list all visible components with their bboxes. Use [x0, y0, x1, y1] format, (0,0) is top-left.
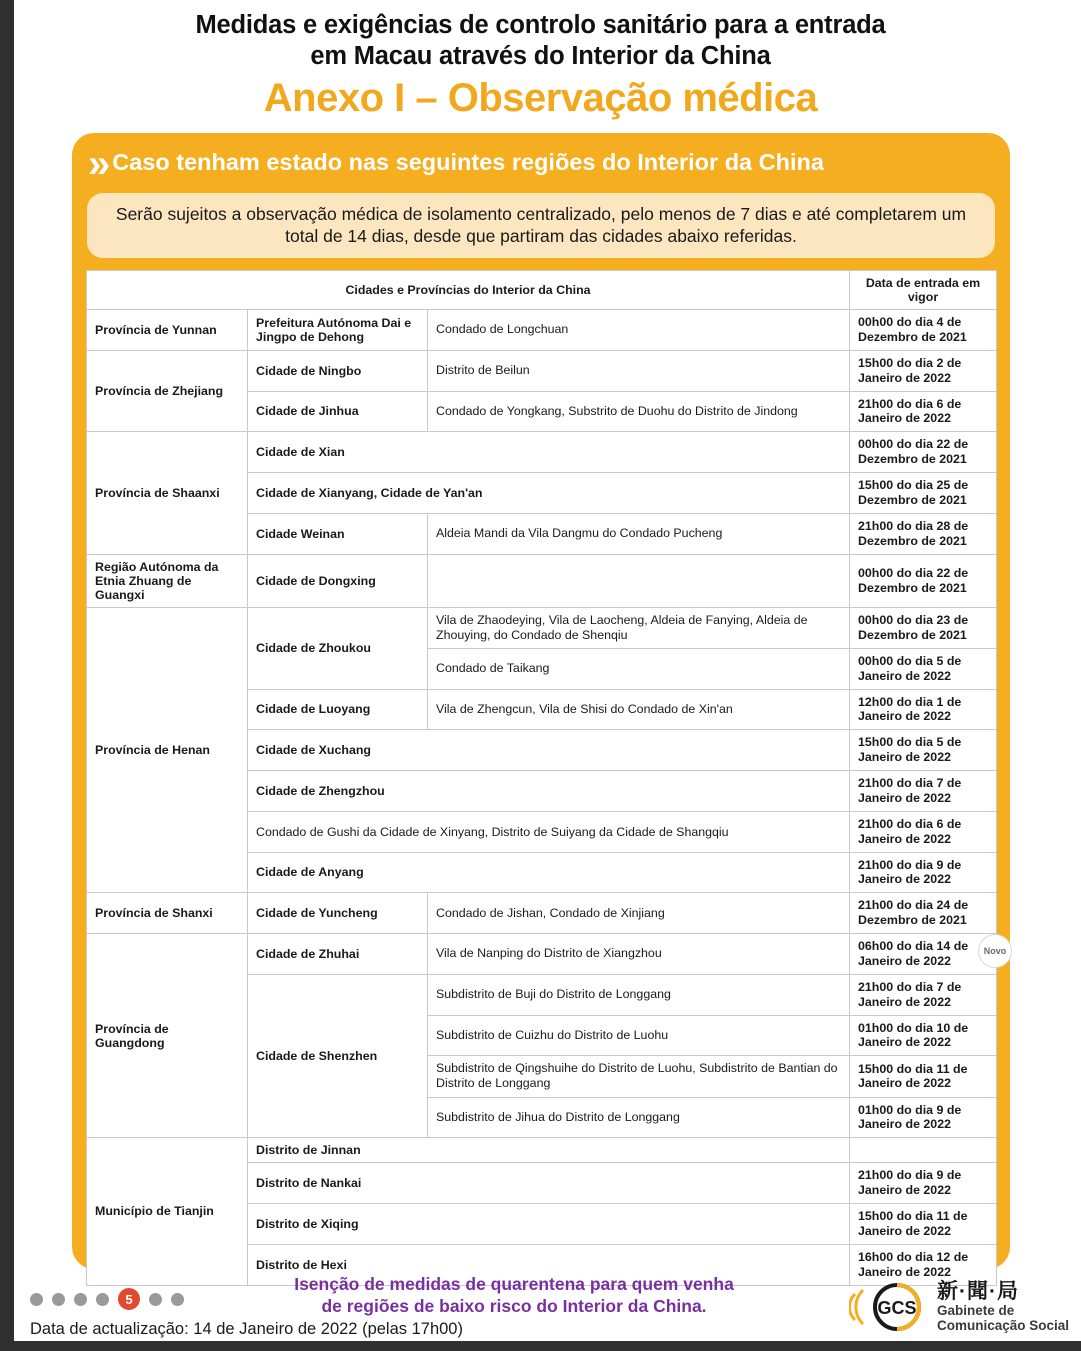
page-header [0, 0, 1081, 120]
province-cell: Província de Zhejiang [87, 350, 248, 432]
date-text: 06h00 do dia 14 de Janeiro de 2022 [858, 939, 969, 968]
date-cell: 12h00 do dia 1 de Janeiro de 2022 [850, 689, 997, 730]
footer-note-line-2: de regiões de baixo risco do Interior da China. [321, 1295, 707, 1316]
header-title-line-1: Medidas e exigências de controlo sanitário para a entrada [195, 11, 886, 39]
detail-cell: Condado de Taikang [428, 648, 850, 689]
detail-cell: Subdistrito de Buji do Distrito de Longgang [428, 974, 850, 1015]
date-cell: 01h00 do dia 10 de Janeiro de 2022 [850, 1015, 997, 1056]
city-cell: Cidade de Yuncheng [248, 893, 428, 934]
province-cell: Província de Guangdong [87, 934, 248, 1138]
city-cell: Prefeitura Autónoma Dai e Jingpo de Dehong [248, 310, 428, 351]
page-dot[interactable] [52, 1293, 65, 1306]
date-cell: 15h00 do dia 11 de Janeiro de 2022 [850, 1056, 997, 1097]
detail-cell: Subdistrito de Cuizhu do Distrito de Luohu [428, 1015, 850, 1056]
city-cell: Cidade de Shenzhen [248, 974, 428, 1138]
detail-cell: Condado de Longchuan [428, 310, 850, 351]
page-dot[interactable] [30, 1293, 43, 1306]
city-cell: Cidade de Luoyang [248, 689, 428, 730]
date-cell: 15h00 do dia 11 de Janeiro de 2022 [850, 1204, 997, 1245]
date-cell: 00h00 do dia 22 de Dezembro de 2021 [850, 432, 997, 473]
city-cell: Distrito de Xiqing [248, 1204, 850, 1245]
gcs-pt-line-2: Comunicação Social [936, 1318, 1069, 1334]
date-cell: 00h00 do dia 23 de Dezembro de 2021 [850, 607, 997, 648]
city-cell: Cidade Weinan [248, 513, 428, 554]
date-cell: 21h00 do dia 28 de Dezembro de 2021 [850, 513, 997, 554]
province-cell: Província de Yunnan [87, 310, 248, 351]
city-cell: Cidade de Zhoukou [248, 607, 428, 689]
table-row [87, 554, 997, 607]
date-cell [850, 1138, 997, 1163]
city-cell: Cidade de Dongxing [248, 554, 428, 607]
svg-text:GCS: GCS [877, 1298, 917, 1318]
gcs-logo [849, 1276, 1069, 1338]
bottom-accent-bar [0, 1341, 1081, 1351]
table-row [87, 934, 997, 975]
page-dot[interactable] [171, 1293, 184, 1306]
date-cell: 00h00 do dia 22 de Dezembro de 2021 [850, 554, 997, 607]
table-row [87, 1138, 997, 1163]
detail-cell: Distrito de Beilun [428, 350, 850, 391]
city-cell: Cidade de Xuchang [248, 730, 850, 771]
table-row [87, 432, 997, 473]
footer-note-line-1: Isenção de medidas de quarentena para quem venha [294, 1274, 734, 1294]
detail-cell: Vila de Zhengcun, Vila de Shisi do Condado de Xin'an [428, 689, 850, 730]
city-cell: Cidade de Zhengzhou [248, 771, 850, 812]
date-cell: 21h00 do dia 24 de Dezembro de 2021 [850, 893, 997, 934]
date-cell: 00h00 do dia 5 de Janeiro de 2022 [850, 648, 997, 689]
double-chevron-icon: » [88, 142, 105, 186]
panel-heading-text: Caso tenham estado nas seguintes regiões do Interior da China [112, 149, 824, 175]
date-cell: 15h00 do dia 25 de Dezembro de 2021 [850, 473, 997, 514]
province-cell: Província de Henan [87, 607, 248, 893]
date-cell: 16h00 do dia 12 de Janeiro de 2022 [850, 1244, 997, 1285]
page-dot[interactable] [149, 1293, 162, 1306]
city-cell: Distrito de Jinnan [248, 1138, 850, 1163]
gcs-logo-icon [849, 1276, 927, 1338]
panel-heading-row [72, 133, 1010, 186]
detail-cell: Subdistrito de Qingshuihe do Distrito de Luohu, Subdistrito de Bantian do Distrito de Longgang [428, 1056, 850, 1097]
header-date: Data de entrada em vigor [850, 271, 997, 310]
table-header-row [87, 271, 997, 310]
table-row [87, 893, 997, 934]
page-footer [14, 1272, 1081, 1351]
city-cell: Distrito de Hexi [248, 1244, 850, 1285]
header-title-line-2: em Macau através do Interior da China [310, 42, 771, 71]
city-cell: Cidade de Xianyang, Cidade de Yan'an [248, 473, 850, 514]
table-row [87, 350, 997, 391]
header-cities: Cidades e Províncias do Interior da China [87, 271, 850, 310]
measures-table [86, 270, 1007, 1286]
province-cell: Região Autónoma da Etnia Zhuang de Guangxi [87, 554, 248, 607]
update-date: Data de actualização: 14 de Janeiro de 2022 (pelas 17h00) [30, 1320, 463, 1338]
detail-cell [428, 554, 850, 607]
left-accent-bar [0, 0, 14, 1351]
date-cell: 21h00 do dia 9 de Janeiro de 2022 [850, 852, 997, 893]
gcs-chinese-name: 新·聞·局 [936, 1279, 1019, 1303]
city-cell: Condado de Gushi da Cidade de Xinyang, Distrito de Suiyang da Cidade de Shangqiu [248, 811, 850, 852]
main-orange-panel [72, 133, 1010, 1279]
footer-note [204, 1274, 824, 1318]
date-cell: 15h00 do dia 2 de Janeiro de 2022 [850, 350, 997, 391]
date-cell: 21h00 do dia 7 de Janeiro de 2022 [850, 771, 997, 812]
date-cell: 21h00 do dia 9 de Janeiro de 2022 [850, 1163, 997, 1204]
province-cell: Província de Shaanxi [87, 432, 248, 554]
detail-cell: Condado de Yongkang, Substrito de Duohu do Distrito de Jindong [428, 391, 850, 432]
city-cell: Cidade de Zhuhai [248, 934, 428, 975]
date-cell [850, 934, 1007, 975]
date-cell: 21h00 do dia 7 de Janeiro de 2022 [850, 974, 997, 1015]
page-dot[interactable] [74, 1293, 87, 1306]
table-row [87, 607, 997, 648]
province-cell: Província de Shanxi [87, 893, 248, 934]
city-cell: Cidade de Jinhua [248, 391, 428, 432]
date-cell: 00h00 do dia 4 de Dezembro de 2021 [850, 310, 997, 351]
detail-cell: Vila de Zhaodeying, Vila de Laocheng, Aldeia de Fanying, Aldeia de Zhouying, do Condado de Shenqiu [428, 607, 850, 648]
city-cell: Cidade de Anyang [248, 852, 850, 893]
detail-cell: Aldeia Mandi da Vila Dangmu do Condado Pucheng [428, 513, 850, 554]
city-cell: Cidade de Xian [248, 432, 850, 473]
city-cell: Distrito de Nankai [248, 1163, 850, 1204]
gcs-pt-line-1: Gabinete de [936, 1302, 1015, 1318]
date-cell: 21h00 do dia 6 de Janeiro de 2022 [850, 811, 997, 852]
page-subtitle: Anexo I – Observação médica [263, 76, 818, 121]
date-cell: 21h00 do dia 6 de Janeiro de 2022 [850, 391, 997, 432]
page-dot-current[interactable]: 5 [118, 1288, 140, 1310]
date-cell: 15h00 do dia 5 de Janeiro de 2022 [850, 730, 997, 771]
notice-box: Serão sujeitos a observação médica de isolamento centralizado, pelo menos de 7 dias e até completarem um total de 14 dias, desde que partiram das cidades abaixo referidas. [87, 193, 995, 258]
table-row [87, 310, 997, 351]
detail-cell: Vila de Nanping do Distrito de Xiangzhou [428, 934, 850, 975]
detail-cell: Condado de Jishan, Condado de Xinjiang [428, 893, 850, 934]
date-cell: 01h00 do dia 9 de Janeiro de 2022 [850, 1097, 997, 1138]
city-cell: Cidade de Ningbo [248, 350, 428, 391]
detail-cell: Subdistrito de Jihua do Distrito de Longgang [428, 1097, 850, 1138]
novo-badge: Novo [978, 934, 1012, 968]
province-cell: Município de Tianjin [87, 1138, 248, 1285]
gcs-logo-text [937, 1281, 1069, 1333]
page-indicator[interactable] [30, 1288, 184, 1310]
page-dot[interactable] [96, 1293, 109, 1306]
